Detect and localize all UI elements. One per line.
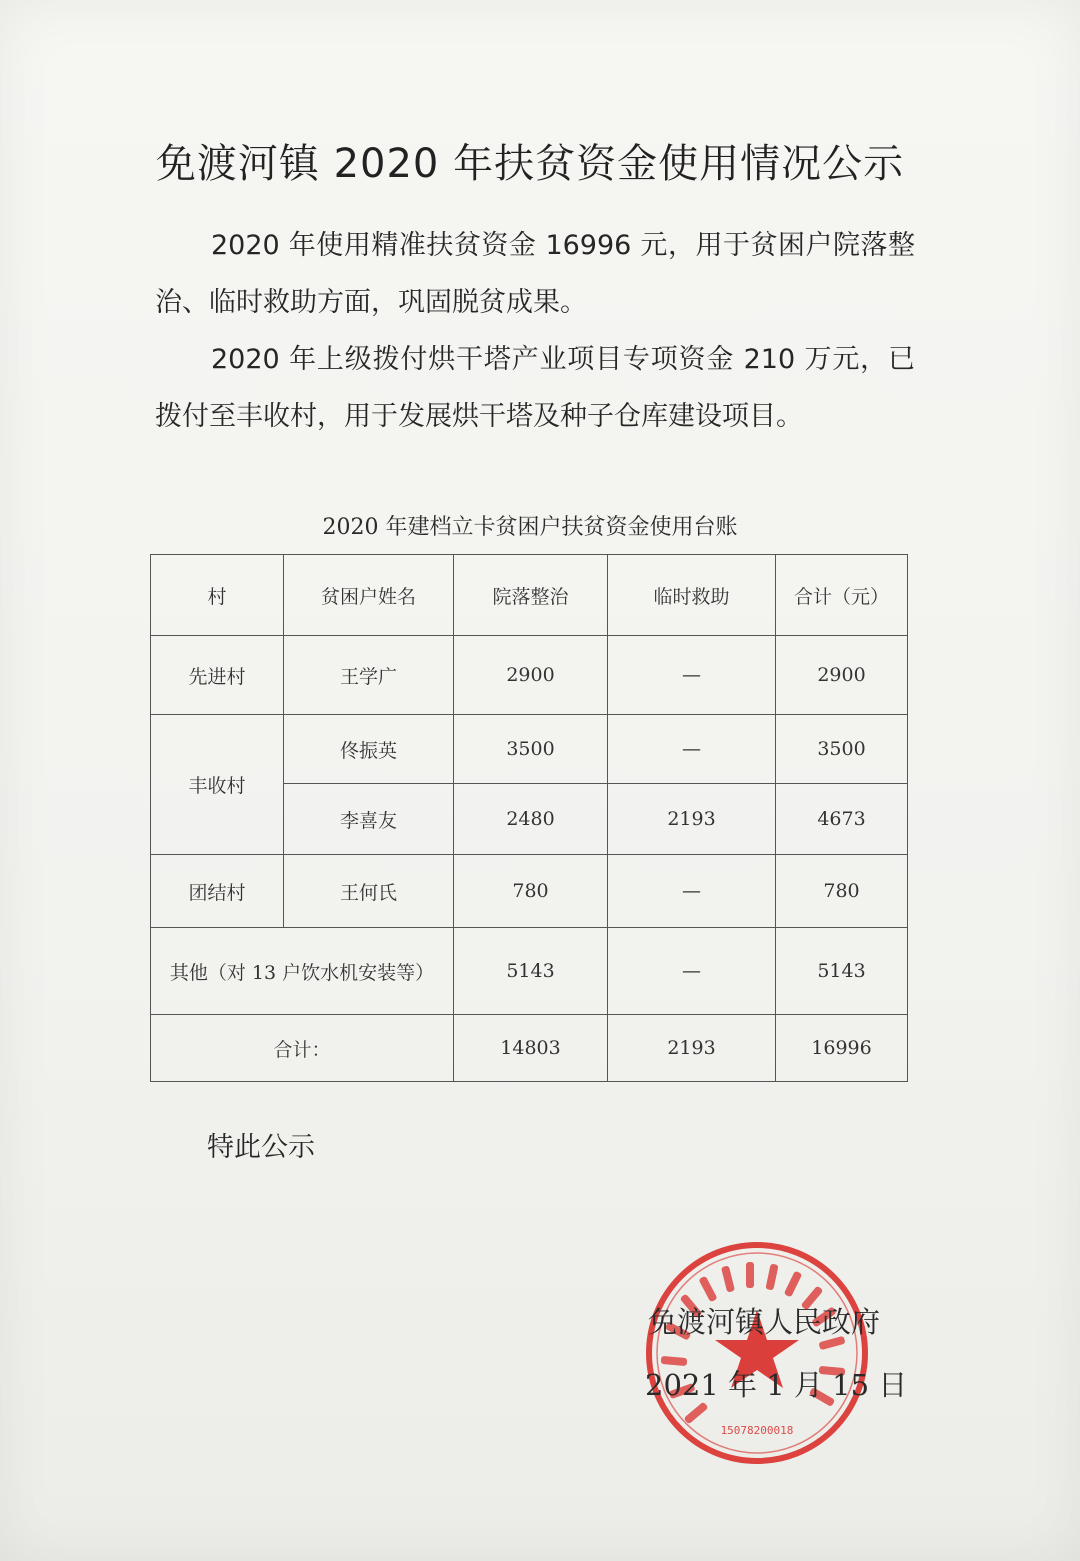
table-title: 2020 年建档立卡贫困户扶贫资金使用台账 xyxy=(322,515,738,540)
cell-name: 王何氏 xyxy=(284,855,454,928)
cell-courtyard: 2480 xyxy=(454,784,608,855)
seal-number: 15078200018 xyxy=(720,1424,794,1437)
cell-courtyard: 780 xyxy=(454,855,608,928)
table-row xyxy=(151,928,908,1015)
cell-total: 4673 xyxy=(776,784,908,855)
header-courtyard: 院落整治 xyxy=(454,555,608,636)
cell-name: 李喜友 xyxy=(284,784,454,855)
cell-courtyard: 5143 xyxy=(454,928,608,1015)
cell-village: 丰收村 xyxy=(151,715,284,855)
table-total-row xyxy=(151,1015,908,1082)
header-village: 村 xyxy=(151,555,284,636)
cell-relief: — xyxy=(608,928,776,1015)
table-header-row xyxy=(151,555,908,636)
cell-name: 王学广 xyxy=(284,636,454,715)
cell-relief: 2193 xyxy=(608,1015,776,1082)
cell-relief: — xyxy=(608,855,776,928)
cell-courtyard: 3500 xyxy=(454,715,608,784)
cell-total: 780 xyxy=(776,855,908,928)
header-total: 合计（元） xyxy=(776,555,908,636)
cell-village: 团结村 xyxy=(151,855,284,928)
official-seal-icon xyxy=(642,1238,872,1468)
cell-total: 3500 xyxy=(776,715,908,784)
paragraph-funds-usage: 2020 年使用精准扶贫资金 16996 元，用于贫困户院落整治、临时救助方面，巩固脱贫成果。 xyxy=(155,230,915,318)
cell-village: 先进村 xyxy=(151,636,284,715)
cell-other-label: 其他（对 13 户饮水机安装等） xyxy=(151,928,454,1015)
closing-text: 特此公示 xyxy=(207,1132,315,1163)
cell-total: 5143 xyxy=(776,928,908,1015)
header-relief: 临时救助 xyxy=(608,555,776,636)
cell-courtyard: 2900 xyxy=(454,636,608,715)
cell-relief: — xyxy=(608,636,776,715)
cell-name: 佟振英 xyxy=(284,715,454,784)
cell-total: 2900 xyxy=(776,636,908,715)
cell-total: 16996 xyxy=(776,1015,908,1082)
cell-courtyard: 14803 xyxy=(454,1015,608,1082)
table-row xyxy=(151,636,908,715)
cell-total-label: 合计： xyxy=(151,1015,454,1082)
table-row xyxy=(151,855,908,928)
cell-relief: — xyxy=(608,715,776,784)
table-row xyxy=(151,715,908,784)
signature-date: 2021 年 1 月 15 日 xyxy=(645,1368,908,1402)
signature-organization: 免渡河镇人民政府 xyxy=(648,1305,881,1339)
cell-relief: 2193 xyxy=(608,784,776,855)
header-name: 贫困户姓名 xyxy=(284,555,454,636)
paragraph-project-funds: 2020 年上级拨付烘干塔产业项目专项资金 210 万元，已拨付至丰收村，用于发展烘干塔及种子仓库建设项目。 xyxy=(155,344,915,432)
document-title: 免渡河镇 2020 年扶贫资金使用情况公示 xyxy=(155,141,905,187)
ledger-table xyxy=(150,554,908,1082)
